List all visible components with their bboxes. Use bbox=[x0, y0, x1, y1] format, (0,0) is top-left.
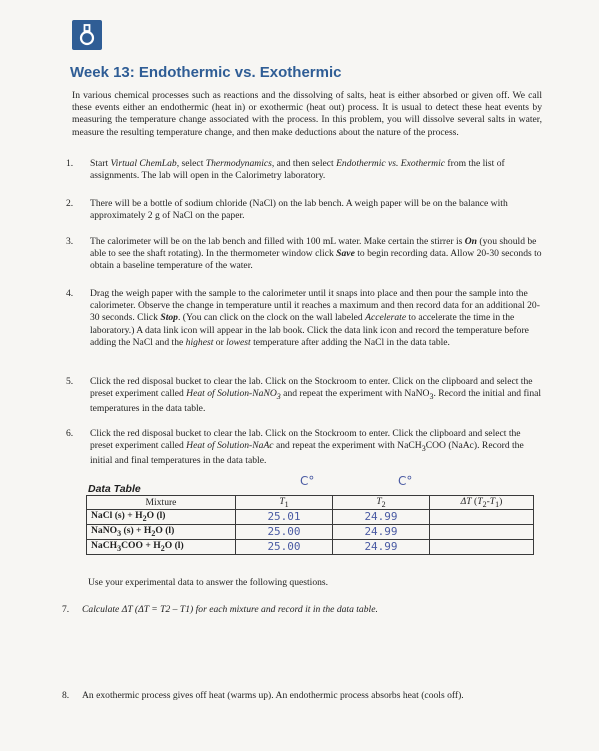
mixture-cell: NaNO$_3$ $(s) + H_2O$ (l) bbox=[87, 524, 236, 539]
delta-t-cell[interactable] bbox=[430, 539, 534, 554]
t2-cell[interactable] bbox=[333, 509, 430, 524]
step-number: 2. bbox=[66, 198, 74, 209]
handwritten-value: 24.99 bbox=[364, 540, 398, 554]
handwritten-unit-t1: C° bbox=[300, 474, 315, 488]
page-title: Week 13: Endothermic vs. Exothermic bbox=[70, 64, 342, 81]
table-row bbox=[87, 539, 534, 554]
delta-t-cell[interactable] bbox=[430, 509, 534, 524]
handwritten-value: 25.01 bbox=[267, 510, 301, 524]
handwritten-value: 25.00 bbox=[267, 525, 301, 539]
handwritten-value: 24.99 bbox=[364, 510, 398, 524]
step-number: 5. bbox=[66, 376, 74, 387]
instructions-label: Use your experimental data to answer the following questions. bbox=[88, 577, 329, 588]
mixture-cell: NaCl $(s) + H_2O$ (l) bbox=[87, 509, 236, 524]
flask-logo-icon bbox=[72, 20, 102, 50]
step-text: Click the red disposal bucket to clear the lab. Click on the Stockroom to enter. Click on the clipboard and select the preset experiment called Heat of Solution-NaNO$_3$ and repeat the experiment with NaNO$_3$. Record the initial and final temperatures in the data table. bbox=[90, 376, 542, 415]
question-text: An exothermic process gives off heat (warms up). An endothermic process absorbs heat (cools off). bbox=[82, 690, 464, 701]
intro-paragraph: In various chemical processes such as reactions and the dissolving of salts, heat is either absorbed or given off. We call these events either an endothermic (heat in) or exothermic (heat out) process. It is usual to detect these heat events by measuring the temperature change associated with the process. In this problem, you will dissolve several salts in water, measure the resulting temperature change, and then make deductions about the nature of the process. bbox=[72, 90, 542, 138]
step-text: Start Virtual ChemLab, select Thermodynamics, and then select Endothermic vs. Exothermic from the list of assignments. The lab will open in the Calorimetry laboratory. bbox=[90, 158, 505, 182]
t1-cell[interactable] bbox=[236, 524, 333, 539]
table-header-row bbox=[87, 496, 534, 510]
step-number: 4. bbox=[66, 288, 74, 299]
step-4 bbox=[66, 288, 544, 349]
question-8 bbox=[62, 690, 464, 701]
step-6 bbox=[66, 428, 544, 468]
step-text: There will be a bottle of sodium chloride (NaCl) on the lab bench. A weigh paper will be on the balance with approximately 2 g of NaCl on the paper. bbox=[90, 198, 508, 222]
table-row bbox=[87, 509, 534, 524]
t1-cell[interactable] bbox=[236, 539, 333, 554]
table-row bbox=[87, 524, 534, 539]
t2-cell[interactable] bbox=[333, 539, 430, 554]
data-table-title: Data Table bbox=[88, 483, 141, 495]
header-mixture: Mixture bbox=[87, 496, 236, 510]
step-text: Drag the weigh paper with the sample to the calorimeter until it snaps into place and then pour the sample into the calorimeter. Observe the change in temperature until it reaches a maximum and then record data for an additional 20-30 seconds. Click Stop. (You can click on the clock on the wall labeled Accelerate to accelerate the time in the laboratory.) A data link icon will appear in the lab book. Click the data link icon and record the temperature before adding the NaCl and the highest or lowest temperature after adding the NaCl in the data table. bbox=[90, 288, 540, 348]
mixture-cell: NaCH$_3$COO + $H_2O$ (l) bbox=[87, 539, 236, 554]
step-text: The calorimeter will be on the lab bench and filled with 100 mL water. Make certain the stirrer is On (you should be able to see the shaft rotating). In the thermometer window click Save to begin recording data. Allow 20-30 seconds to obtain a baseline temperature of the water. bbox=[90, 236, 542, 272]
step-3 bbox=[66, 236, 544, 273]
data-table bbox=[86, 495, 534, 555]
delta-t-cell[interactable] bbox=[430, 524, 534, 539]
step-text: Click the red disposal bucket to clear the lab. Click on the Stockroom to enter. Click the clipboard and select the preset experiment called Heat of Solution-NaAc and repeat the experiment with NaCH$_3$COO (NaAc). Record the initial and final temperatures in the data table. bbox=[90, 428, 524, 467]
question-number: 8. bbox=[62, 690, 70, 701]
header-delta-t: ΔT $(T_2-T_1)$ bbox=[430, 496, 534, 510]
handwritten-unit-t2: C° bbox=[398, 474, 413, 488]
t1-cell[interactable] bbox=[236, 509, 333, 524]
step-1 bbox=[66, 158, 544, 182]
handwritten-value: 24.99 bbox=[364, 525, 398, 539]
header-t2: $T_2$ bbox=[333, 496, 430, 510]
step-number: 1. bbox=[66, 158, 74, 169]
question-number: 7. bbox=[62, 604, 70, 615]
t2-cell[interactable] bbox=[333, 524, 430, 539]
header-t1: $T_1$ bbox=[236, 496, 333, 510]
handwritten-value: 25.00 bbox=[267, 540, 301, 554]
step-number: 6. bbox=[66, 428, 74, 439]
step-number: 3. bbox=[66, 236, 74, 247]
step-5 bbox=[66, 376, 544, 416]
step-2 bbox=[66, 198, 544, 222]
question-text: Calculate ΔT (ΔT = T2 – T1) for each mixture and record it in the data table. bbox=[82, 604, 378, 615]
question-7 bbox=[62, 604, 378, 615]
